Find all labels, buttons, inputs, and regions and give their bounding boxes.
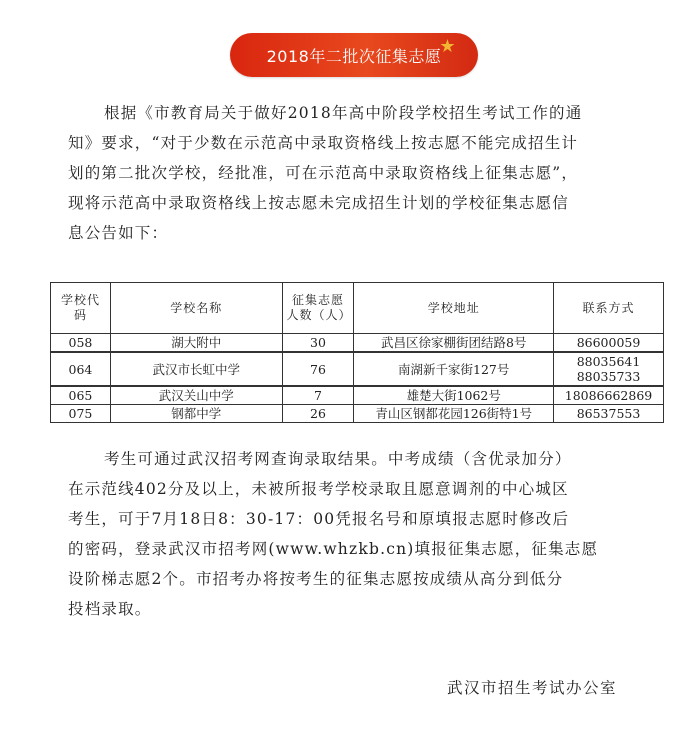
header-count: 征集志愿人数（人） <box>282 283 354 334</box>
paragraph-line: 投档录取。 <box>68 600 152 618</box>
cell-name: 武汉市长虹中学 <box>110 352 282 386</box>
cell-count: 26 <box>282 405 354 423</box>
cell-name: 湖大附中 <box>110 334 282 353</box>
paragraph-line: 知》要求，“对于少数在示范高中录取资格线上按志愿不能完成招生计 <box>68 134 579 152</box>
notice-paragraph-2 <box>68 444 668 624</box>
cell-contact: 86537553 <box>554 405 664 423</box>
cell-count: 30 <box>282 334 354 353</box>
table-row <box>51 386 664 405</box>
cell-name: 钢都中学 <box>110 405 282 423</box>
cell-code: 058 <box>51 334 111 353</box>
cell-code: 064 <box>51 352 111 386</box>
notice-paragraph-1 <box>68 98 668 248</box>
star-icon: ★ <box>439 36 456 57</box>
cell-address: 南湖新千家街127号 <box>354 352 554 386</box>
table-row <box>51 352 664 386</box>
paragraph-line: 现将示范高中录取资格线上按志愿未完成招生计划的学校征集志愿信 <box>68 194 570 212</box>
banner-title: 2018年二批次征集志愿 <box>266 46 442 66</box>
table-header-row <box>51 283 664 334</box>
cell-name: 武汉关山中学 <box>110 386 282 405</box>
cell-count: 76 <box>282 352 354 386</box>
header-address: 学校地址 <box>354 283 554 334</box>
table-row <box>51 405 664 423</box>
cell-address: 青山区钢都花园126街特1号 <box>354 405 554 423</box>
header-code: 学校代码 <box>51 283 111 334</box>
cell-contact: 18086662869 <box>554 386 664 405</box>
paragraph-line: 根据《市教育局关于做好2018年高中阶段学校招生考试工作的通 <box>104 104 583 122</box>
cell-address: 武昌区徐家棚街团结路8号 <box>354 334 554 353</box>
paragraph-line: 考生可通过武汉招考网查询录取结果。中考成绩（含优录加分） <box>104 450 572 468</box>
paragraph-line: 设阶梯志愿2个。市招考办将按考生的征集志愿按成绩从高分到低分 <box>68 570 564 588</box>
cell-count: 7 <box>282 386 354 405</box>
cell-contact: 88035641 88035733 <box>554 352 664 386</box>
paragraph-line: 息公告如下： <box>68 224 169 242</box>
cell-address: 雄楚大街1062号 <box>354 386 554 405</box>
cell-code: 065 <box>51 386 111 405</box>
header-contact: 联系方式 <box>554 283 664 334</box>
paragraph-line: 的密码，登录武汉市招考网(www.whzkb.cn)填报征集志愿，征集志愿 <box>68 540 599 558</box>
school-table <box>50 282 664 423</box>
cell-code: 075 <box>51 405 111 423</box>
signature: 武汉市招生考试办公室 <box>447 679 618 697</box>
paragraph-line: 在示范线402分及以上，未被所报考学校录取且愿意调剂的中心城区 <box>68 480 569 498</box>
title-banner <box>230 33 478 77</box>
paragraph-line: 考生，可于7月18日8：30-17：00凭报名号和原填报志愿时修改后 <box>68 510 570 528</box>
cell-contact: 86600059 <box>554 334 664 353</box>
header-name: 学校名称 <box>110 283 282 334</box>
paragraph-line: 划的第二批次学校，经批准，可在示范高中录取资格线上征集志愿”， <box>68 164 579 182</box>
table-row <box>51 334 664 353</box>
